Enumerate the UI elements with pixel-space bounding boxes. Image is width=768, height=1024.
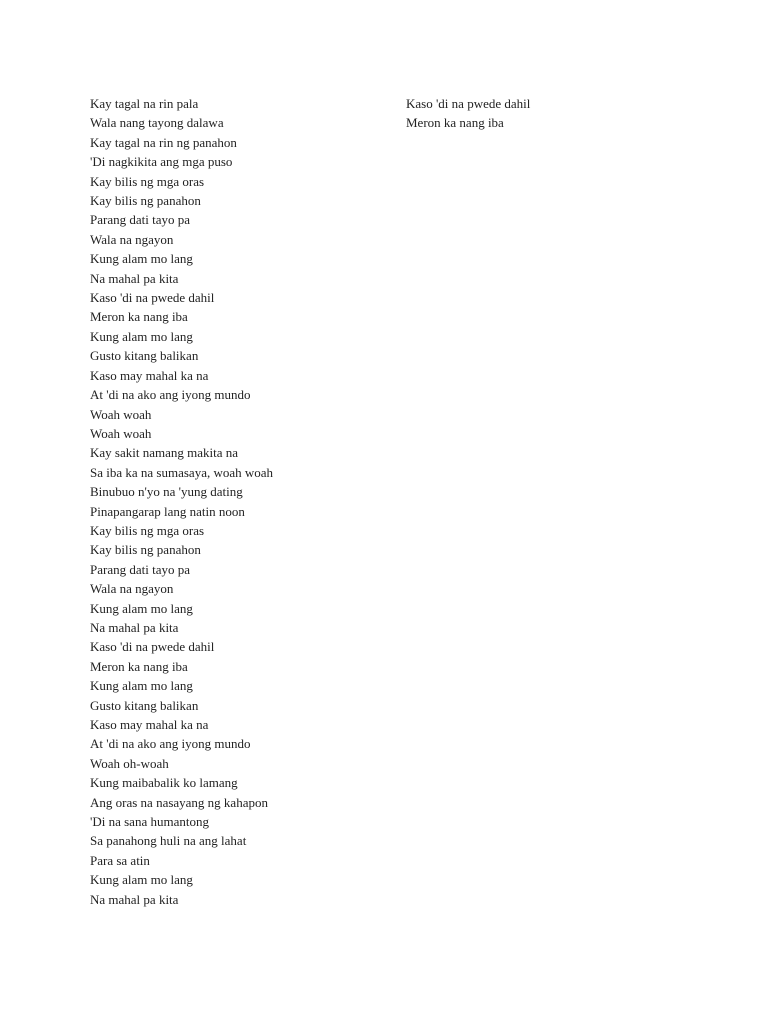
lyrics-left-column <box>90 94 390 909</box>
lyric-line: Kaso may mahal ka na <box>90 717 209 732</box>
lyric-line: Kaso 'di na pwede dahil <box>406 96 531 111</box>
lyric-line: Woah oh-woah <box>90 755 169 771</box>
lyric-line: Kaso may mahal ka na <box>90 367 209 383</box>
lyric-line: 'Di nagkikita ang mga puso <box>90 154 233 170</box>
lyric-line: Meron ka nang iba <box>406 115 504 131</box>
lyric-line: Kung maibabalik ko lamang <box>90 775 238 791</box>
lyric-line: Meron ka nang iba <box>90 658 188 674</box>
lyric-line: Gusto kitang balikan <box>90 697 199 713</box>
lyric-line: Kaso 'di na pwede dahil <box>90 639 215 655</box>
lyric-line: 'Di na sana humantong <box>90 814 209 830</box>
lyric-line: At 'di na ako ang iyong mundo <box>90 387 251 403</box>
lyric-line: Kung alam mo lang <box>90 872 193 888</box>
lyric-line: Ang oras na nasayang ng kahapon <box>90 794 268 810</box>
lyric-line: Kay bilis ng panahon <box>90 193 201 209</box>
lyric-line: Kay bilis ng panahon <box>90 542 201 558</box>
lyric-line: Sa panahong huli na ang lahat <box>90 833 247 849</box>
lyric-line: Meron ka nang iba <box>90 309 188 325</box>
lyrics-right-column <box>406 94 706 133</box>
lyric-line: Kay tagal na rin pala <box>90 96 199 111</box>
lyric-line: Kung alam mo lang <box>90 251 193 267</box>
lyric-line: Na mahal pa kita <box>90 619 179 635</box>
lyric-line: Para sa atin <box>90 852 150 868</box>
lyric-line: Kung alam mo lang <box>90 678 193 694</box>
lyric-line: Kay tagal na rin ng panahon <box>90 134 237 150</box>
lyric-line: Sa iba ka na sumasaya, woah woah <box>90 464 274 480</box>
lyric-line: Binubuo n'yo na 'yung dating <box>90 484 243 500</box>
lyric-line: Kay bilis ng mga oras <box>90 522 205 538</box>
lyric-line: Kay bilis ng mga oras <box>90 173 205 189</box>
lyric-line: Parang dati tayo pa <box>90 561 190 577</box>
lyric-line: Parang dati tayo pa <box>90 212 190 228</box>
lyric-line: Gusto kitang balikan <box>90 348 199 364</box>
lyric-line: At 'di na ako ang iyong mundo <box>90 736 251 752</box>
lyric-line: Woah woah <box>90 425 152 441</box>
lyric-line: Kaso 'di na pwede dahil <box>90 290 215 306</box>
lyric-line: Woah woah <box>90 406 152 422</box>
lyric-line: Na mahal pa kita <box>90 270 179 286</box>
lyric-line: Kay sakit namang makita na <box>90 445 239 461</box>
lyric-line: Kung alam mo lang <box>90 600 193 616</box>
lyric-line: Wala na ngayon <box>90 581 174 597</box>
lyric-line: Na mahal pa kita <box>90 891 179 907</box>
lyric-line: Kung alam mo lang <box>90 328 193 344</box>
lyric-line: Wala nang tayong dalawa <box>90 115 224 131</box>
lyric-line: Pinapangarap lang natin noon <box>90 503 245 519</box>
lyric-line: Wala na ngayon <box>90 231 174 247</box>
